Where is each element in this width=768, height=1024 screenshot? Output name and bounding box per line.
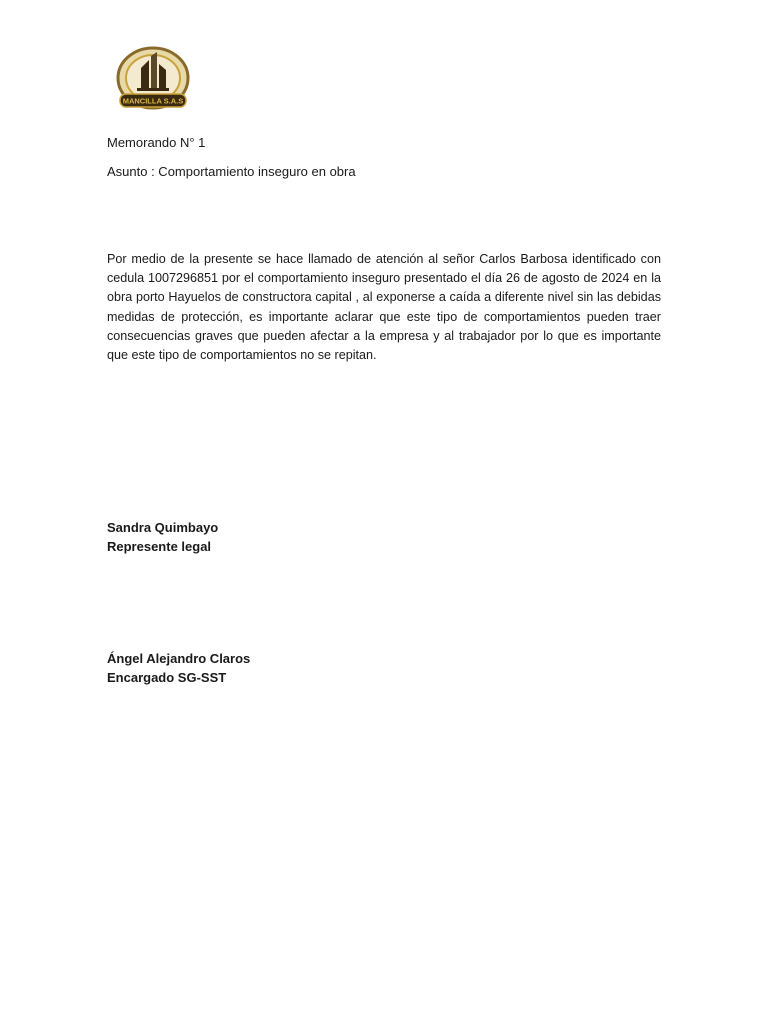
svg-text:MANCILLA S.A.S: MANCILLA S.A.S bbox=[122, 96, 184, 106]
signature-block-legal-rep bbox=[107, 518, 218, 556]
signer-role: Encargado SG-SST bbox=[107, 670, 227, 685]
memo-body: Por medio de la presente se hace llamado de atención al señor Carlos Barbosa identificado con cedula 1007296851 por el comportamiento inseguro presentado el día 26 de agosto de 2024 en la obra porto Hayuelos de constructora capital , al exponerse a caída a diferente nivel sin las debidas medidas de protección, es importante aclarar que este tipo de comportamientos pueden traer consecuencias graves que pueden afectar a la empresa y al trabajador por lo que es importante que este tipo de comportamientos no se repitan. bbox=[107, 252, 661, 363]
signer-role: Represente legal bbox=[107, 539, 212, 554]
memo-number: Memorando N° 1 bbox=[107, 135, 206, 150]
memo-subject: Asunto : Comportamiento inseguro en obra bbox=[107, 164, 356, 179]
signer-name: Sandra Quimbayo bbox=[107, 520, 219, 535]
signer-name: Ángel Alejandro Claros bbox=[107, 651, 251, 666]
signature-block-sgsst bbox=[107, 649, 250, 687]
company-seal-logo-icon bbox=[108, 44, 198, 116]
company-logo bbox=[108, 44, 198, 116]
